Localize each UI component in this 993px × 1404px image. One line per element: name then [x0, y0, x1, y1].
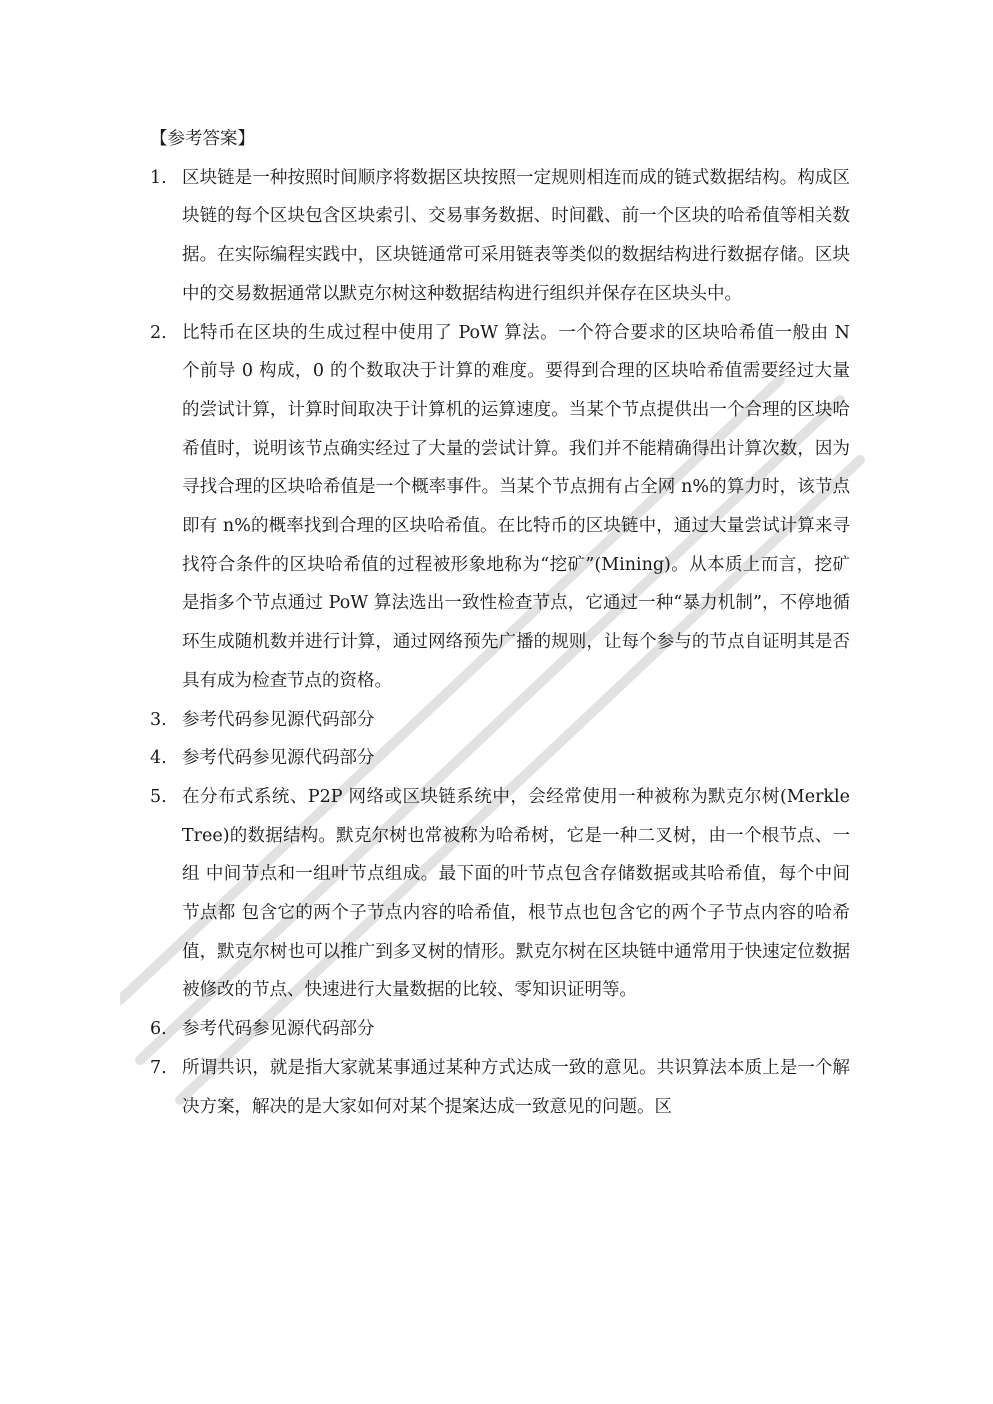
- item-number: 4.: [150, 748, 167, 769]
- answer-list: [150, 159, 850, 1127]
- answer-item-4: [150, 739, 850, 778]
- item-text: 在分布式系统、P2P 网络或区块链系统中，会经常使用一种被称为默克尔树(Merkle Tree)的数据结构。默克尔树也常被称为哈希树，它是一种二叉树，由一个根节点、一组 中间节点和一组叶节点组成。最下面的叶节点包含存储数据或其哈希值，每个中间节点都 包含它的两个子节点内容的哈希值，根节点也包含它的两个子节点内容的哈希值，默克尔树也可以推广到多叉树的情形。默克尔树在区块链中通常用于快速定位数据被修改的节点、快速进行大量数据的比较、零知识证明等。: [182, 786, 850, 1001]
- answer-content: [150, 120, 850, 1126]
- answer-item-1: [150, 159, 850, 314]
- item-text: 参考代码参见源代码部分: [182, 709, 375, 730]
- item-number: 6.: [150, 1019, 167, 1040]
- answer-item-6: [150, 1010, 850, 1049]
- item-text: 参考代码参见源代码部分: [182, 1019, 375, 1040]
- answer-item-5: [150, 778, 850, 1010]
- item-number: 2.: [150, 322, 167, 343]
- answer-item-3: [150, 701, 850, 740]
- item-number: 5.: [150, 786, 167, 807]
- answer-item-2: [150, 314, 850, 701]
- item-number: 1.: [150, 167, 167, 188]
- item-number: 7.: [150, 1057, 167, 1078]
- item-text: 所谓共识，就是指大家就某事通过某种方式达成一致的意见。共识算法本质上是一个解决方案，解决的是大家如何对某个提案达成一致意见的问题。区: [182, 1057, 850, 1117]
- answer-item-7: [150, 1049, 850, 1126]
- section-heading: 【参考答案】: [150, 129, 255, 149]
- item-text: 区块链是一种按照时间顺序将数据区块按照一定规则相连而成的链式数据结构。构成区块链的每个区块包含区块索引、交易事务数据、时间戳、前一个区块的哈希值等相关数据。在实际编程实践中，区块链通常可采用链表等类似的数据结构进行数据存储。区块中的交易数据通常以默克尔树这种数据结构进行组织并保存在区块头中。: [182, 167, 850, 304]
- item-number: 3.: [150, 709, 167, 730]
- item-text: 参考代码参见源代码部分: [182, 748, 375, 769]
- item-text: 比特币在区块的生成过程中使用了 PoW 算法。一个符合要求的区块哈希值一般由 N 个前导 0 构成，0 的个数取决于计算的难度。要得到合理的区块哈希值需要经过大量的尝试计算，计算时间取决于计算机的运算速度。当某个节点提供出一个合理的区块哈希值时，说明该节点确实经过了大量的尝试计算。我们并不能精确得出计算次数，因为寻找合理的区块哈希值是一个概率事件。当某个节点拥有占全网 n%的算力时，该节点即有 n%的概率找到合理的区块哈希值。在比特币的区块链中，通过大量尝试计算来寻找符合条件的区块哈希值的过程被形象地称为“挖矿”(Mining)。从本质上而言，挖矿是指多个节点通过 PoW 算法选出一致性检查节点，它通过一种“暴力机制”，不停地循环生成随机数并进行计算，通过网络预先广播的规则，让每个参与的节点自证明其是否具有成为检查节点的资格。: [182, 322, 850, 691]
